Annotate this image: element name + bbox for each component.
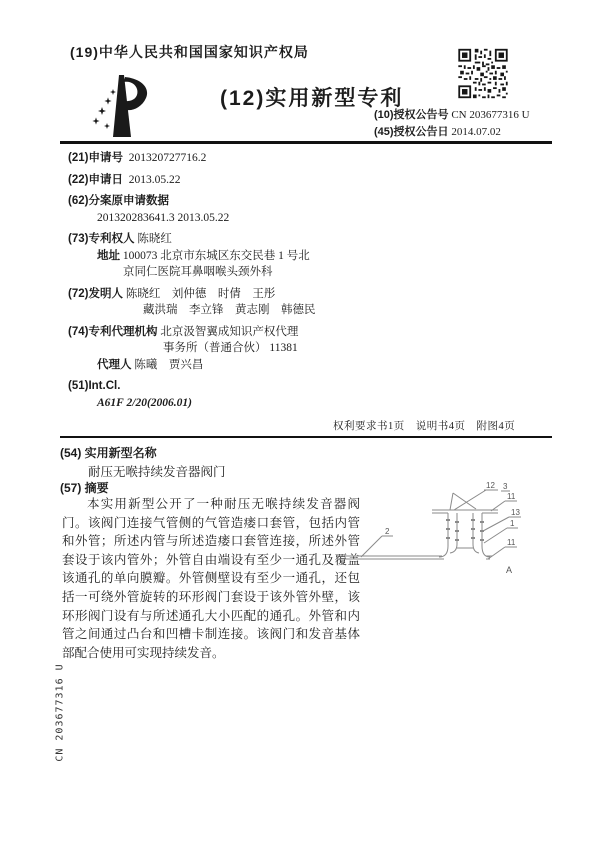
intcl-value: A61F 2/20(2006.01) — [97, 396, 192, 409]
inventors-row — [68, 286, 378, 319]
publication-date-row — [374, 124, 530, 141]
pub-no-label: (10)授权公告号 — [374, 109, 449, 121]
pub-no-value: CN 203677316 U — [451, 109, 530, 121]
side-document-number: CN 203677316 U — [54, 663, 66, 762]
figure-label-3: 3 — [503, 482, 508, 491]
inventors-label: (72)发明人 — [68, 287, 123, 300]
address-line2: 京同仁医院耳鼻咽喉头颈外科 — [123, 266, 273, 278]
abstract-section-label: (57) 摘要 — [60, 481, 109, 495]
app-no-value: 201320727716.2 — [128, 152, 207, 164]
patentee-label: (73)专利权人 — [68, 233, 135, 245]
abstract-text: 本实用新型公开了一种耐压无喉持续发音器阀门。该阀门连接气管侧的气管造瘘口套管，包括内管和外管；所述内管与所述造瘘口套管连接，所述外管套设于该内管外；外管自由端设有至少一通孔及覆盖该通孔的单向膜瓣。外管侧壁设有至少一通孔，还包括一可绕外管旋转的环形阀门套设于该外管外壁，该环形阀门设有与所述通孔大小匹配的通孔。外管和内管之间通过凸台和凹槽卡制连接。该阀门和发音基体部配合使用可实现持续发音。 — [62, 497, 360, 660]
patentee-row — [68, 231, 378, 281]
invention-title: 耐压无喉持续发音器阀门 — [88, 465, 226, 479]
figure-label-2: 2 — [385, 527, 390, 536]
document-type-title: (12)实用新型专利 — [220, 87, 404, 110]
figure-label-11a: 11 — [507, 492, 516, 501]
application-number-row — [68, 150, 378, 167]
inventors-line2: 藏洪瑞 李立锋 黄志刚 韩德民 — [143, 304, 316, 316]
bibliographic-data — [68, 150, 378, 416]
figure-label-1: 1 — [510, 519, 515, 528]
address-line1: 100073 北京市东城区东交民巷 1 号北 — [122, 249, 310, 262]
figure-label-13: 13 — [511, 508, 520, 517]
agents-value: 陈曦 贾兴昌 — [134, 358, 204, 371]
publication-block — [374, 107, 530, 141]
issuing-office: (19)中华人民共和国国家知识产权局 — [70, 44, 309, 60]
section-divider — [60, 436, 552, 438]
figure-label-11b: 11 — [507, 538, 516, 547]
patent-drawing — [338, 476, 572, 596]
title-section-label: (54) 实用新型名称 — [60, 446, 157, 460]
sipo-logo — [86, 74, 152, 142]
agency-line1: 北京汲智翼成知识产权代理 — [160, 325, 299, 338]
intcl-label: (51)Int.Cl. — [68, 380, 121, 392]
agent-label: 代理人 — [97, 358, 132, 371]
patentee-value: 陈晓红 — [137, 233, 172, 245]
figure-label-A: A — [506, 565, 513, 575]
figure-label-12: 12 — [486, 481, 495, 490]
publication-number-row — [374, 107, 530, 124]
app-no-label: (21)申请号 — [68, 152, 123, 164]
division-row — [68, 193, 378, 226]
pub-date-label: (45)授权公告日 — [374, 126, 449, 138]
agency-label: (74)专利代理机构 — [68, 325, 158, 338]
intcl-row — [68, 378, 378, 411]
division-value: 201320283641.3 2013.05.22 — [97, 211, 230, 224]
app-date-value: 2013.05.22 — [128, 173, 181, 186]
agency-row — [68, 324, 378, 374]
address-label: 地址 — [97, 249, 120, 262]
pages-info: 权利要求书1页 说明书4页 附图4页 — [333, 421, 516, 432]
logo-stars — [92, 89, 116, 129]
division-label: (62)分案原申请数据 — [68, 195, 169, 207]
inventors-line1: 陈晓红 刘仲德 时倩 王彤 — [125, 287, 276, 300]
pub-date-value: 2014.07.02 — [451, 126, 501, 138]
application-date-row — [68, 172, 378, 189]
app-date-label: (22)申请日 — [68, 173, 123, 186]
header-divider — [60, 141, 552, 144]
agency-line2: 事务所（普通合伙） 11381 — [163, 342, 298, 354]
qr-code — [455, 47, 511, 100]
